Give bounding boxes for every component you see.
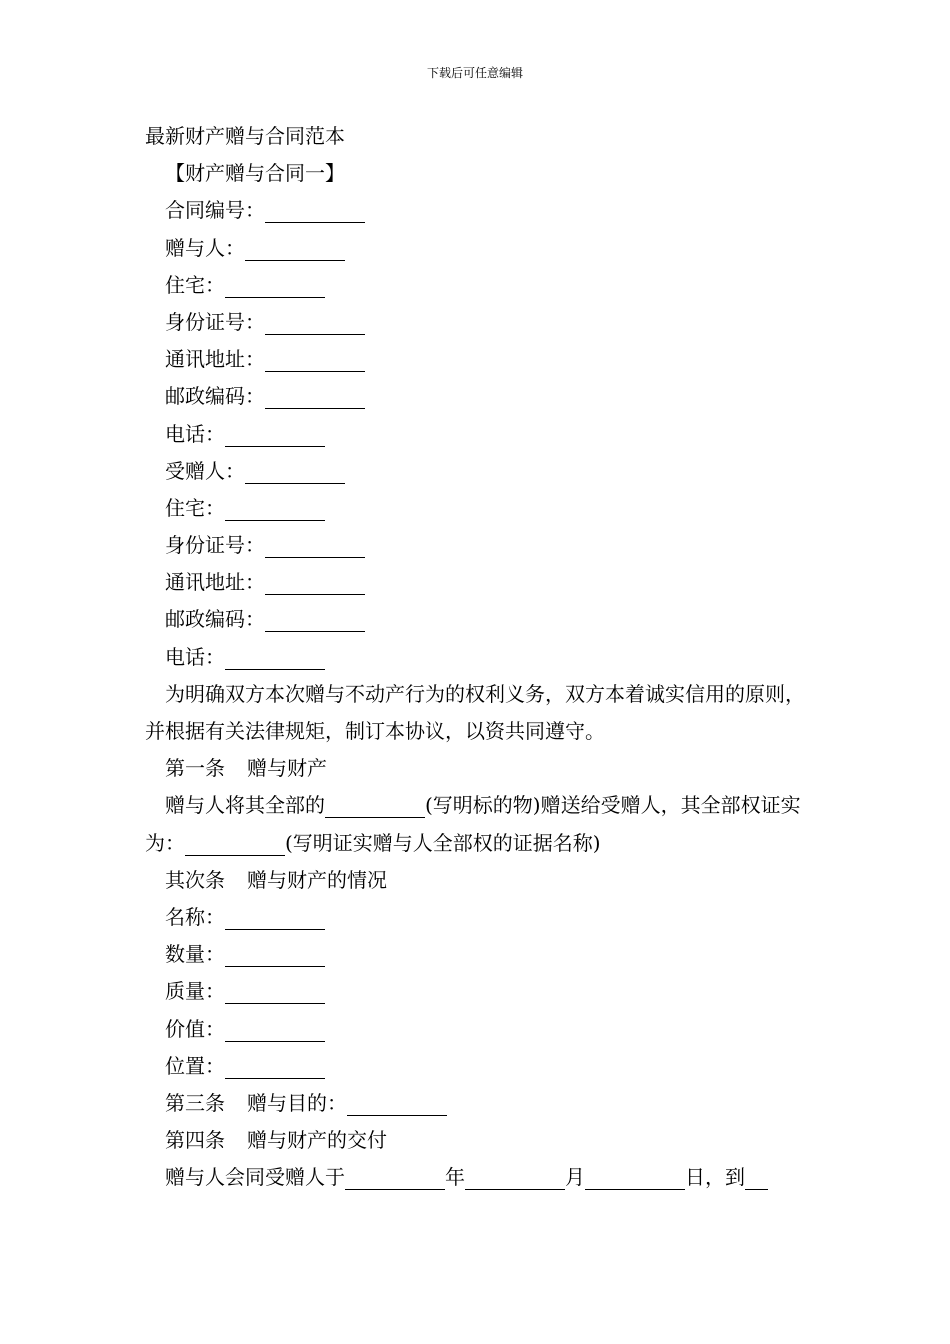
field-property-location xyxy=(145,1048,810,1085)
field-label: 通讯地址： xyxy=(165,570,265,595)
document-body xyxy=(145,118,810,1197)
field-contract-no xyxy=(145,192,810,229)
blank-line xyxy=(225,1019,325,1042)
page-header-note: 下载后可任意编辑 xyxy=(426,66,523,80)
blank-line xyxy=(347,1093,447,1116)
article-2-heading xyxy=(145,862,810,899)
blank-line xyxy=(225,944,325,967)
year-label: 年 xyxy=(445,1165,465,1190)
blank-line xyxy=(265,312,365,335)
field-label: 合同编号： xyxy=(165,198,265,223)
field-property-quantity xyxy=(145,936,810,973)
blank-line xyxy=(245,238,345,261)
article-3-heading xyxy=(145,1085,810,1122)
field-label: 身份证号： xyxy=(165,533,265,558)
field-label: 邮政编码： xyxy=(165,607,265,632)
article-title: 赠与财产 xyxy=(247,756,327,781)
blank-line xyxy=(345,1167,445,1190)
article-number: 其次条 xyxy=(165,867,225,892)
blank-line xyxy=(225,498,325,521)
blank-line xyxy=(225,907,325,930)
field-donee-postcode xyxy=(145,601,810,638)
field-donor-postcode xyxy=(145,378,810,415)
document-subtitle: 【财产赠与合同一】 xyxy=(165,161,345,186)
day-label: 日，到 xyxy=(685,1165,745,1190)
field-label: 数量： xyxy=(165,942,225,967)
field-label: 赠与人： xyxy=(165,235,245,260)
field-label: 住宅： xyxy=(165,495,225,520)
field-label: 价值： xyxy=(165,1016,225,1041)
article-title: 赠与财产的情况 xyxy=(247,867,387,892)
article-1-text-a: 赠与人将其全部的 xyxy=(165,793,325,818)
blank-line xyxy=(265,386,365,409)
blank-line xyxy=(745,1167,768,1190)
document-title: 最新财产赠与合同范本 xyxy=(145,124,345,148)
blank-line xyxy=(325,795,425,818)
month-label: 月 xyxy=(565,1165,585,1190)
field-label: 住宅： xyxy=(165,272,225,297)
field-donor-residence xyxy=(145,267,810,304)
article-4-text xyxy=(145,1159,810,1196)
article-number: 第一条 xyxy=(165,756,225,781)
field-label: 邮政编码： xyxy=(165,384,265,409)
field-donor-phone xyxy=(145,416,810,453)
blank-line xyxy=(225,647,325,670)
field-donee-id xyxy=(145,527,810,564)
article-number: 第三条 xyxy=(165,1090,225,1115)
article-title: 赠与目的： xyxy=(247,1090,347,1115)
field-label: 受赠人： xyxy=(165,458,245,483)
article-1-heading xyxy=(145,750,810,787)
article-4-text-a: 赠与人会同受赠人于 xyxy=(165,1165,345,1190)
field-donor xyxy=(145,230,810,267)
field-label: 位置： xyxy=(165,1053,225,1078)
field-label: 质量： xyxy=(165,979,225,1004)
field-label: 电话： xyxy=(165,421,225,446)
article-number: 第四条 xyxy=(165,1128,225,1153)
blank-line xyxy=(225,275,325,298)
blank-line xyxy=(265,572,365,595)
field-donor-id xyxy=(145,304,810,341)
article-1-paragraph xyxy=(145,787,810,861)
field-label: 身份证号： xyxy=(165,309,265,334)
blank-line xyxy=(185,833,285,856)
blank-line xyxy=(465,1167,565,1190)
field-donee-phone xyxy=(145,639,810,676)
article-1-text-c: (写明证实赠与人全部权的证据名称) xyxy=(285,830,601,855)
field-label: 电话： xyxy=(165,644,225,669)
blank-line xyxy=(245,461,345,484)
blank-line xyxy=(225,424,325,447)
blank-line xyxy=(265,535,365,558)
blank-line xyxy=(265,200,365,223)
blank-line xyxy=(265,349,365,372)
field-property-quality xyxy=(145,973,810,1010)
field-donee xyxy=(145,453,810,490)
field-label: 通讯地址： xyxy=(165,347,265,372)
article-1-text-b: (写明标的物)赠送给受赠人，其全部权证实为： xyxy=(145,793,801,855)
blank-line xyxy=(225,981,325,1004)
blank-line xyxy=(585,1167,685,1190)
field-property-name xyxy=(145,899,810,936)
blank-line xyxy=(225,1056,325,1079)
intro-paragraph: 为明确双方本次赠与不动产行为的权利义务，双方本着诚实信用的原则，并根据有关法律规矩，制订本协议，以资共同遵守。 xyxy=(145,681,805,744)
field-property-value xyxy=(145,1011,810,1048)
article-4-heading xyxy=(145,1122,810,1159)
article-title: 赠与财产的交付 xyxy=(247,1128,387,1153)
field-label: 名称： xyxy=(165,905,225,929)
field-donee-residence xyxy=(145,490,810,527)
field-donor-address xyxy=(145,341,810,378)
field-donee-address xyxy=(145,564,810,601)
blank-line xyxy=(265,609,365,632)
